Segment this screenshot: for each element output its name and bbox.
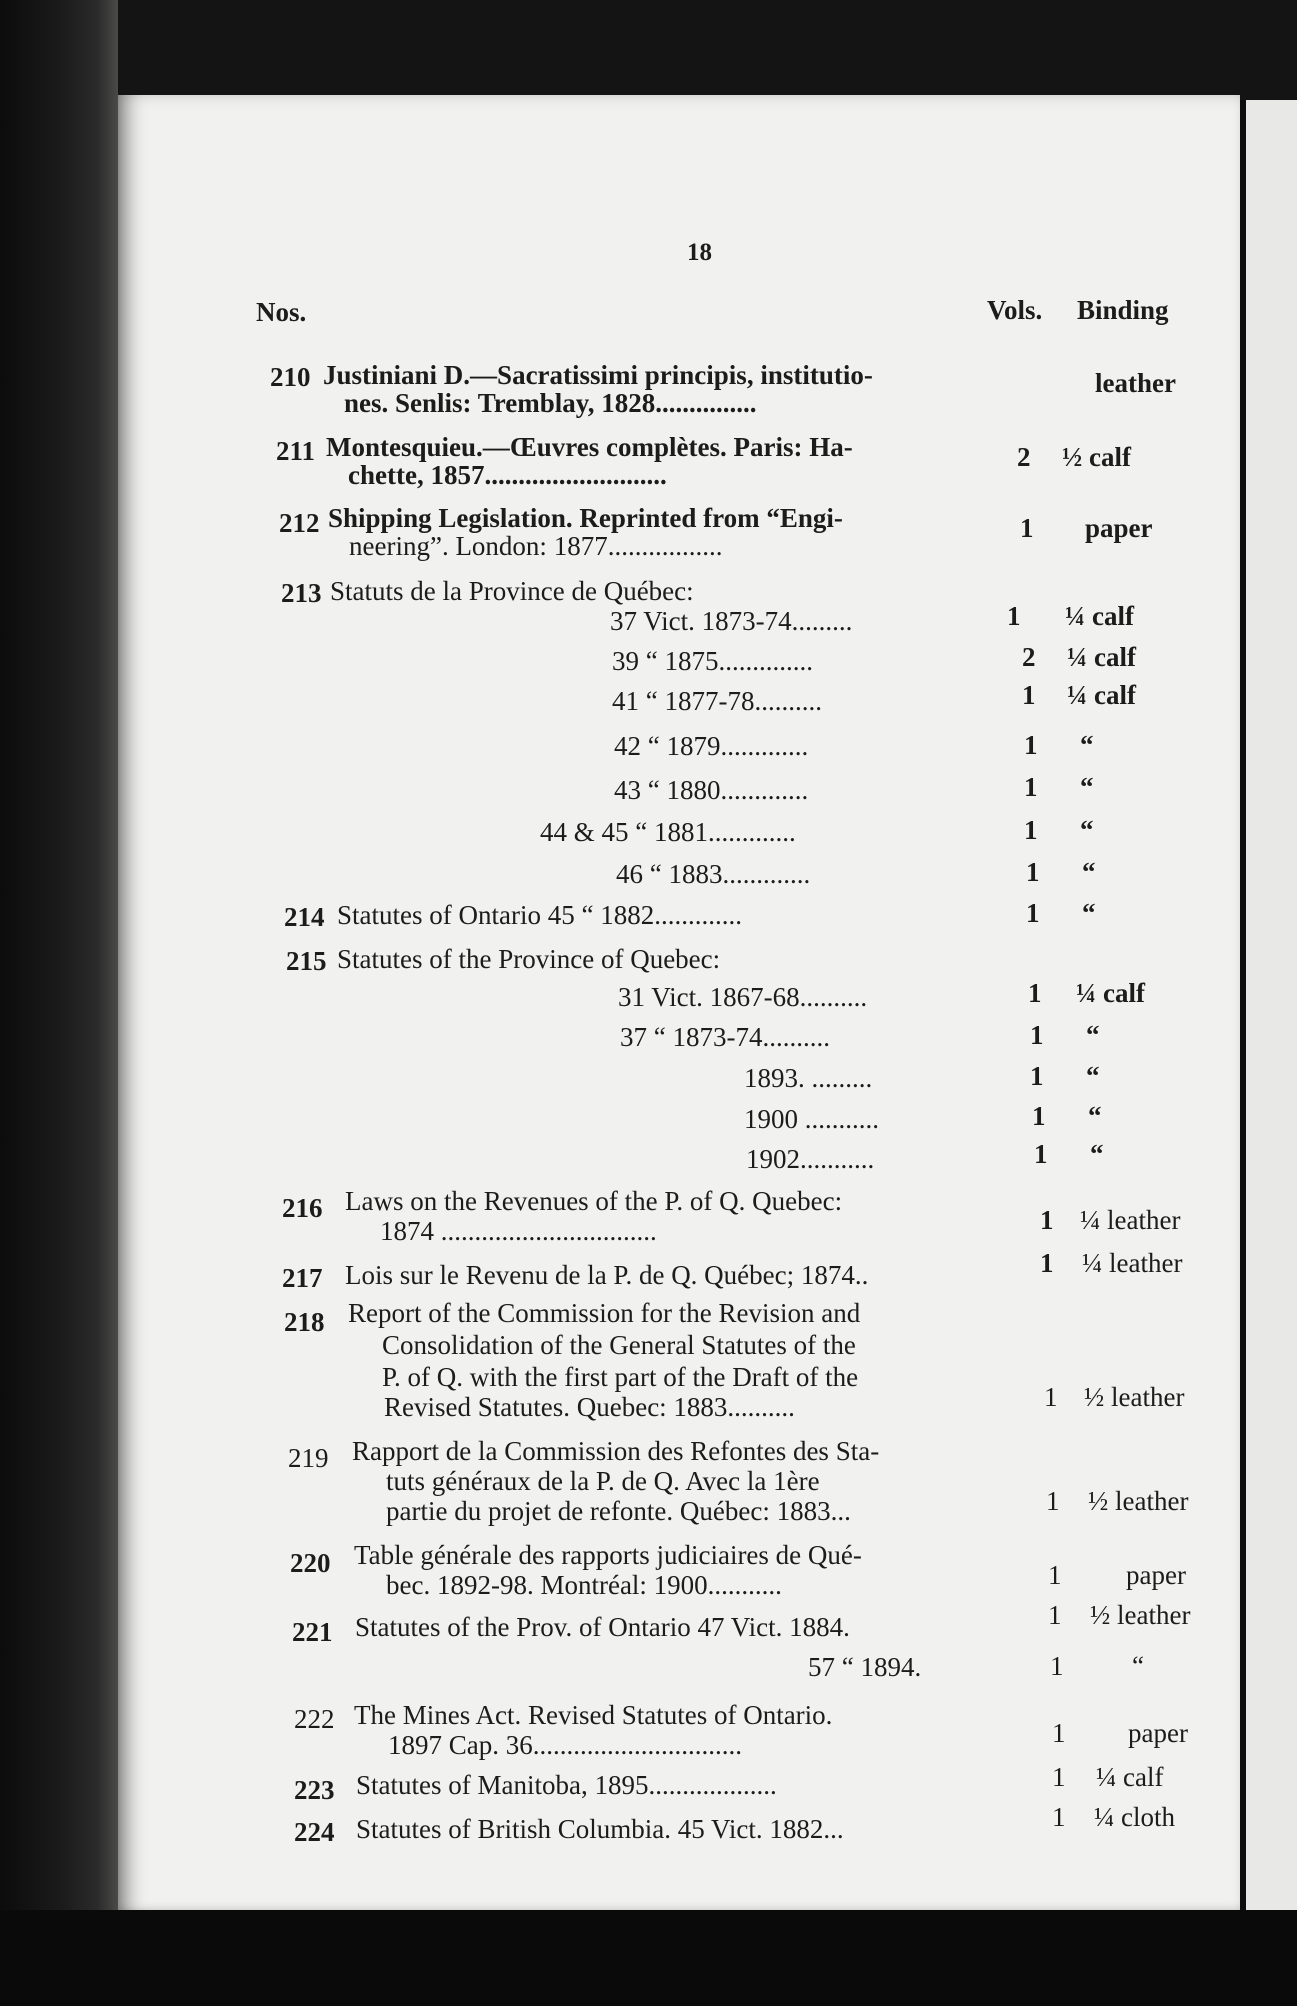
entry-vols: 1 (1050, 1651, 1064, 1681)
page-number: 18 (687, 239, 712, 266)
sub-line: 42 “ 1879............. (614, 731, 809, 761)
entry-line: neering”. London: 1877................. (349, 531, 723, 561)
sub-vols: 1 (1028, 978, 1042, 1008)
sub-line: 1902........... (746, 1144, 875, 1174)
sub-binding: ¼ calf (1065, 601, 1134, 631)
entry-number: 210 (270, 362, 311, 392)
sub-binding: “ (1086, 1020, 1100, 1050)
entry-line: nes. Senlis: Tremblay, 1828............... (344, 388, 757, 418)
header-binding: Binding (1077, 295, 1169, 325)
entry-vols: 1 (1040, 1248, 1054, 1278)
entry-line: Montesquieu.—Œuvres complètes. Paris: Ha- (326, 432, 853, 462)
entry-number: 221 (292, 1617, 333, 1647)
entry-line: Revised Statutes. Quebec: 1883.......... (384, 1392, 795, 1422)
entry-line: bec. 1892-98. Montréal: 1900........... (386, 1570, 782, 1600)
sub-line: 31 Vict. 1867-68.......... (618, 982, 868, 1012)
entry-line: Statuts de la Province de Québec: (330, 576, 694, 606)
sub-binding: “ (1086, 1061, 1100, 1091)
entry-binding: ½ leather (1090, 1600, 1191, 1630)
sub-line: 43 “ 1880............. (614, 775, 809, 805)
entry-number: 224 (294, 1817, 335, 1847)
sub-binding: “ (1080, 772, 1094, 802)
header-nos: Nos. (256, 297, 307, 327)
entry-vols: 1 (1020, 513, 1034, 543)
entry-line: tuts généraux de la P. de Q. Avec la 1ère (386, 1466, 820, 1496)
entry-binding: ½ leather (1084, 1382, 1185, 1412)
entry-number: 211 (276, 436, 316, 466)
entry-number: 215 (286, 946, 327, 976)
entry-number: 219 (288, 1443, 329, 1473)
sub-line: 37 Vict. 1873-74......... (610, 606, 853, 636)
entry-number: 222 (294, 1704, 335, 1734)
entry-binding: paper (1128, 1718, 1188, 1748)
entry-binding: leather (1095, 368, 1176, 398)
entry-number: 214 (284, 902, 325, 932)
entry-line: The Mines Act. Revised Statutes of Ontario. (354, 1700, 833, 1730)
entry-line: Table générale des rapports judiciaires de Qué- (354, 1540, 862, 1570)
sub-line: 46 “ 1883............. (616, 859, 811, 889)
entry-line: Consolidation of the General Statutes of the (382, 1330, 856, 1360)
entry-binding: ¼ leather (1080, 1205, 1181, 1235)
entry-line: Statutes of Ontario 45 “ 1882............. (337, 900, 742, 930)
entry-binding: ¼ leather (1082, 1248, 1183, 1278)
entry-line: Statutes of the Province of Quebec: (337, 944, 721, 974)
entry-number: 212 (279, 508, 320, 538)
entry-line: Statutes of Manitoba, 1895................... (356, 1770, 777, 1800)
sub-vols: 1 (1007, 601, 1021, 631)
entry-number: 220 (290, 1548, 331, 1578)
entry-vols: 2 (1017, 442, 1031, 472)
facing-page-edge (1246, 100, 1297, 1910)
sub-binding: ¼ calf (1076, 978, 1145, 1008)
sub-vols: 1 (1030, 1061, 1044, 1091)
entry-line: Statutes of the Prov. of Ontario 47 Vict. 1884. (355, 1612, 850, 1642)
sub-line: 1900 ........... (744, 1104, 879, 1134)
sub-vols: 1 (1026, 857, 1040, 887)
sub-binding: “ (1080, 815, 1094, 845)
entry-line: partie du projet de refonte. Québec: 1883... (386, 1496, 851, 1526)
entry-line: 1874 ................................ (380, 1216, 657, 1246)
entry-vols: 1 (1052, 1762, 1066, 1792)
sub-vols: 2 (1022, 642, 1036, 672)
sub-vols: 1 (1024, 815, 1038, 845)
sub-vols: 1 (1024, 772, 1038, 802)
entry-vols: 1 (1048, 1600, 1062, 1630)
sub-line: 41 “ 1877-78.......... (612, 686, 822, 716)
sub-binding: ¼ calf (1067, 642, 1136, 672)
sub-vols: 1 (1030, 1020, 1044, 1050)
entry-vols: 1 (1040, 1205, 1054, 1235)
sub-binding: “ (1080, 730, 1094, 760)
sub-binding: ¼ calf (1067, 680, 1136, 710)
entry-binding: paper (1085, 513, 1153, 543)
sub-line: 39 “ 1875.............. (612, 646, 813, 676)
entry-number: 216 (282, 1193, 323, 1223)
sub-line: 37 “ 1873-74.......... (620, 1022, 830, 1052)
entry-binding: ¼ cloth (1094, 1802, 1175, 1832)
entry-line: Statutes of British Columbia. 45 Vict. 1882... (356, 1814, 844, 1844)
entry-binding: ½ leather (1088, 1486, 1189, 1516)
entry-line: Report of the Commission for the Revision and (348, 1298, 861, 1328)
sub-vols: 1 (1022, 680, 1036, 710)
entry-vols: 1 (1046, 1486, 1060, 1516)
entry-number: 213 (281, 578, 322, 608)
entry-line: 57 “ 1894. (808, 1652, 922, 1682)
sub-binding: “ (1090, 1139, 1104, 1169)
entry-vols: 1 (1052, 1718, 1066, 1748)
entry-binding: “ (1132, 1651, 1144, 1681)
entry-number: 218 (284, 1307, 325, 1337)
entry-vols: 1 (1044, 1382, 1058, 1412)
entry-line: P. of Q. with the first part of the Draft of the (382, 1362, 859, 1392)
sub-binding: “ (1082, 857, 1096, 887)
entry-line: Lois sur le Revenu de la P. de Q. Québec; 1874.. (345, 1260, 869, 1290)
entry-number: 217 (282, 1263, 323, 1293)
entry-number: 223 (294, 1775, 335, 1805)
entry-line: Laws on the Revenues of the P. of Q. Quebec: (345, 1186, 843, 1216)
sub-vols: 1 (1032, 1101, 1046, 1131)
entry-vols: 1 (1052, 1802, 1066, 1832)
sub-line: 44 & 45 “ 1881............. (540, 817, 796, 847)
scan-left-shadow (0, 0, 118, 2006)
entry-vols: 1 (1048, 1560, 1062, 1590)
entry-binding: ½ calf (1062, 442, 1131, 472)
sub-vols: 1 (1034, 1139, 1048, 1169)
scan-bottom-shadow (0, 1910, 1297, 2006)
entry-line: chette, 1857........................... (348, 460, 667, 490)
entry-vols: 1 (1026, 898, 1040, 928)
sub-line: 1893. ......... (744, 1063, 873, 1093)
entry-line: Justiniani D.—Sacratissimi principis, institutio- (323, 360, 873, 390)
entry-line: Shipping Legislation. Reprinted from “Engi- (328, 503, 843, 533)
entry-line: Rapport de la Commission des Refontes des Sta- (352, 1436, 880, 1466)
entry-binding: ¼ calf (1096, 1762, 1164, 1792)
entry-binding: paper (1126, 1560, 1186, 1590)
header-vols: Vols. (987, 295, 1043, 325)
sub-vols: 1 (1024, 730, 1038, 760)
sub-binding: “ (1088, 1101, 1102, 1131)
entry-line: 1897 Cap. 36............................... (388, 1730, 742, 1760)
entry-binding: “ (1082, 898, 1096, 928)
